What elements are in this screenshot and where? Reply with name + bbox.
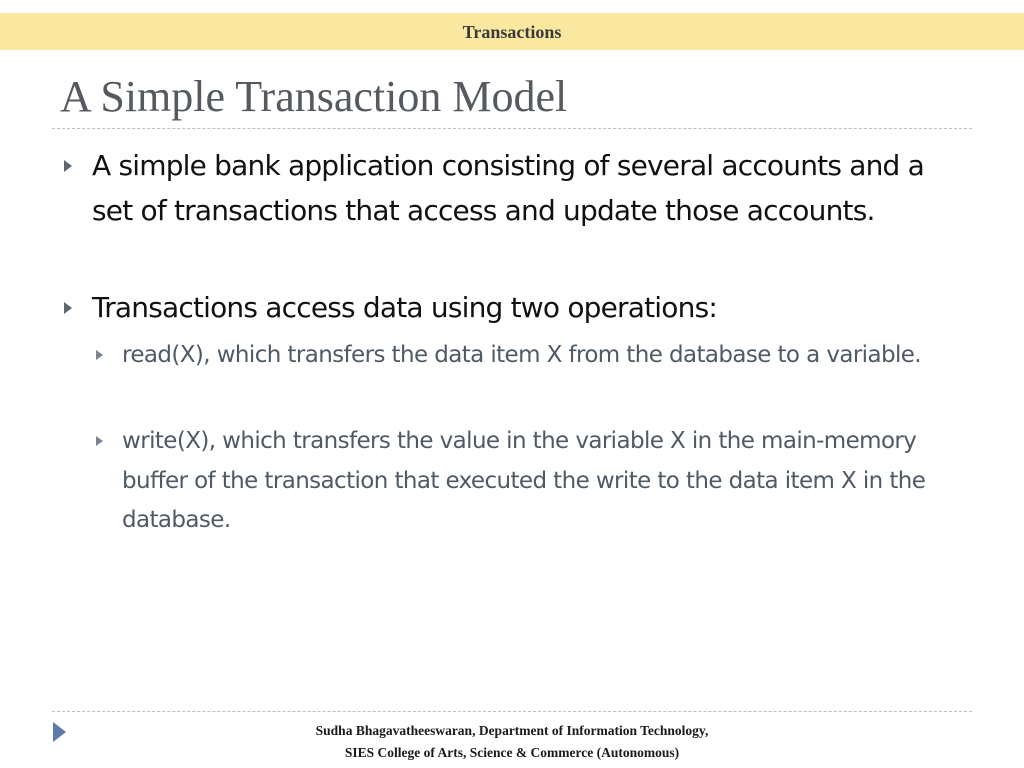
footer-line-1: Sudha Bhagavatheeswaran, Department of Information Technology, [315, 723, 709, 738]
title-divider [52, 128, 972, 129]
bullet-1-text: A simple bank application consisting of several accounts and a set of transactions that access and update those accounts. [92, 149, 924, 227]
slide-title: A Simple Transaction Model [60, 72, 568, 121]
sub-bullet-triangle-icon [96, 350, 103, 360]
footer-credits [212, 720, 812, 764]
footer-divider [52, 711, 972, 712]
bullet-triangle-icon [64, 302, 72, 314]
footer-line-2: SIES College of Arts, Science & Commerce (Autonomous) [344, 745, 680, 760]
sub-bullet-write-text: write(X), which transfers the value in the variable X in the main-memory buffer of the transaction that executed the write to the data item X in the database. [122, 428, 926, 533]
sub-bullet-triangle-icon [96, 436, 103, 446]
header-title: Transactions [462, 22, 562, 42]
sub-bullet-read-text: read(X), which transfers the data item X from the database to a variable. [122, 342, 922, 368]
bullet-2-text: Transactions access data using two operations: [92, 291, 717, 324]
bullet-triangle-icon [64, 160, 72, 172]
next-slide-arrow-icon[interactable] [53, 722, 66, 742]
